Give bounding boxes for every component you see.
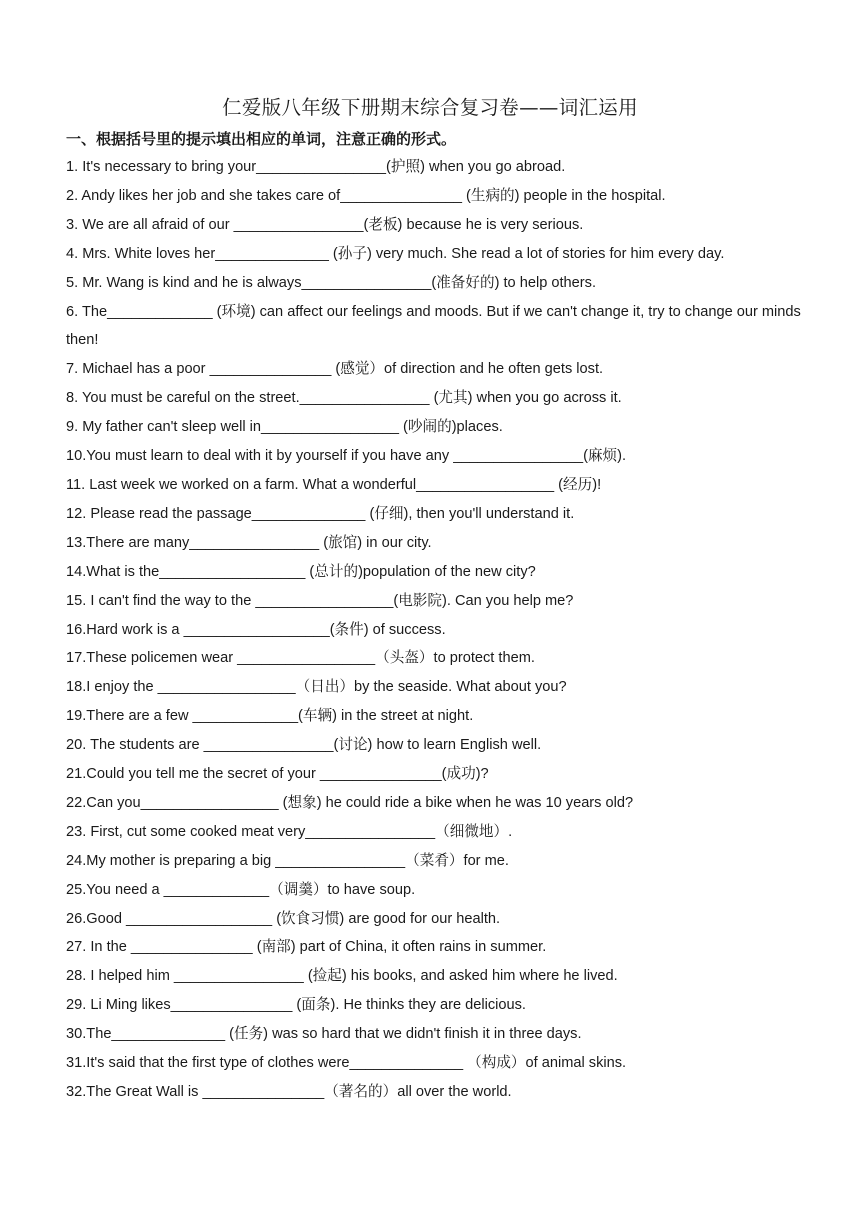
- question-item: 15. I can't find the way to the _________________(电影院). Can you help me?: [66, 592, 574, 609]
- question-item: 13.There are many________________ (旅馆) in our city.: [66, 534, 432, 551]
- question-item: 3. We are all afraid of our ________________(老板) because he is very serious.: [66, 216, 584, 233]
- question-item: 19.There are a few _____________(车辆) in the street at night.: [66, 708, 474, 725]
- question-item: 27. In the _______________ (南部) part of China, it often rains in summer.: [66, 939, 547, 956]
- question-item: 10.You must learn to deal with it by yourself if you have any ________________(麻烦).: [66, 448, 627, 465]
- question-item: 23. First, cut some cooked meat very________________（细微地）.: [66, 823, 513, 840]
- question-item: 6. The_____________ (环境) can affect our feelings and moods. But if we can't change it, try to change our minds then!: [66, 303, 801, 349]
- question-item: 20. The students are ________________(讨论) how to learn English well.: [66, 737, 542, 754]
- question-item: 32.The Great Wall is _______________（著名的）all over the world.: [66, 1084, 512, 1100]
- question-item: 16.Hard work is a __________________(条件) of success.: [66, 621, 446, 638]
- section-heading: 一、根据括号里的提示填出相应的单词，注意正确的形式。: [66, 130, 457, 148]
- question-item: 17.These policemen wear _________________（头盔）to protect them.: [66, 650, 535, 667]
- question-item: 5. Mr. Wang is kind and he is always________________(准备好的) to help others.: [66, 274, 596, 291]
- question-item: 8. You must be careful on the street.________________ (尤其) when you go across it.: [66, 390, 622, 407]
- question-item: 7. Michael has a poor _______________ (感觉）of direction and he often gets lost.: [66, 361, 604, 378]
- question-item: 2. Andy likes her job and she takes care of_______________ (生病的) people in the hospital.: [66, 187, 666, 204]
- question-item: 24.My mother is preparing a big ________________（菜肴）for me.: [66, 852, 509, 869]
- question-item: 14.What is the__________________ (总计的)population of the new city?: [66, 563, 536, 580]
- page-title: 仁爱版八年级下册期末综合复习卷——词汇运用: [222, 96, 638, 119]
- question-item: 25.You need a _____________（调羹）to have soup.: [66, 881, 416, 898]
- question-item: 28. I helped him ________________ (捡起) his books, and asked him where he lived.: [66, 968, 618, 985]
- question-item: 9. My father can't sleep well in_________________ (吵闹的)places.: [66, 419, 503, 436]
- question-item: 1. It's necessary to bring your________________(护照) when you go abroad.: [66, 159, 566, 175]
- question-list: [66, 153, 806, 1107]
- question-item: 18.I enjoy the _________________（日出）by the seaside. What about you?: [66, 679, 567, 696]
- question-item: 30.The______________ (任务) was so hard that we didn't finish it in three days.: [66, 1026, 582, 1043]
- question-item: 26.Good __________________ (饮食习惯) are good for our health.: [66, 910, 501, 927]
- question-item: 12. Please read the passage______________ (仔细), then you'll understand it.: [66, 505, 575, 522]
- question-item: 21.Could you tell me the secret of your _______________(成功)?: [66, 766, 489, 783]
- question-item: 29. Li Ming likes_______________ (面条). He thinks they are delicious.: [66, 997, 526, 1014]
- question-item: 22.Can you_________________ (想象) he could ride a bike when he was 10 years old?: [66, 794, 634, 811]
- question-item: 31.It's said that the first type of clothes were______________ （构成）of animal skins.: [66, 1055, 627, 1072]
- question-item: 11. Last week we worked on a farm. What a wonderful_________________ (经历)!: [66, 476, 602, 493]
- question-item: 4. Mrs. White loves her______________ (孙子) very much. She read a lot of stories for him every day.: [66, 245, 725, 262]
